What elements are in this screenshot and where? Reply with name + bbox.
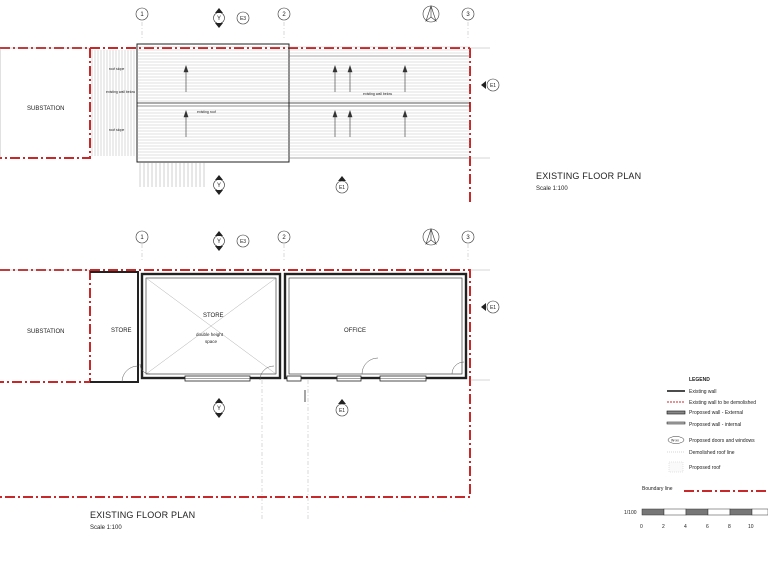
- svg-text:roof slope: roof slope: [109, 128, 125, 132]
- svg-text:8: 8: [728, 524, 731, 530]
- svg-text:space: space: [205, 339, 218, 344]
- section-marker-y-top: [214, 8, 225, 28]
- section-marker-y-mid: [214, 175, 225, 195]
- svg-text:0: 0: [640, 524, 643, 530]
- svg-text:1: 1: [140, 235, 144, 241]
- section-marker-e1-bottom: [336, 399, 348, 416]
- section-marker-e1-mid: [336, 176, 348, 193]
- roof-slope-arrows: [184, 66, 407, 137]
- svg-text:double height: double height: [196, 332, 224, 337]
- svg-text:10: 10: [748, 524, 754, 530]
- svg-text:E1: E1: [489, 83, 497, 89]
- existing-roof-label: existing roof: [197, 110, 216, 114]
- svg-text:6: 6: [706, 524, 709, 530]
- section-marker-e3-top: [237, 12, 249, 24]
- plan-1-scale: Scale 1:100: [536, 186, 568, 192]
- grid-bubble-3-bottom: [462, 231, 474, 243]
- svg-text:4: 4: [684, 524, 687, 530]
- svg-text:2: 2: [282, 235, 286, 241]
- plan-2-scale: Scale 1:100: [90, 525, 122, 531]
- section-marker-e3-bottom: [237, 235, 249, 247]
- section-marker-y-bottom: [214, 398, 225, 418]
- svg-text:existing wall below: existing wall below: [106, 90, 135, 94]
- svg-text:E3: E3: [239, 239, 247, 245]
- svg-text:3: 3: [466, 235, 470, 241]
- scale-bar: [624, 509, 768, 530]
- svg-text:Proposed wall - internal: Proposed wall - internal: [689, 422, 742, 428]
- svg-text:Proposed roof: Proposed roof: [689, 465, 721, 471]
- grid-bubble-2-bottom: [278, 231, 290, 243]
- svg-text:E1: E1: [338, 408, 346, 414]
- north-arrow-icon-bottom: [423, 229, 439, 245]
- svg-text:3: 3: [466, 12, 470, 18]
- svg-text:1: 1: [140, 12, 144, 18]
- boundary-line-label: Boundary line: [642, 486, 673, 492]
- section-marker-e1-right-bottom: [481, 301, 499, 313]
- plan-1-roof: [0, 44, 490, 205]
- grid-bubble-3-top: [462, 8, 474, 20]
- svg-text:E1: E1: [338, 185, 346, 191]
- legend: [642, 377, 768, 492]
- svg-text:2: 2: [282, 12, 286, 18]
- svg-text:W-xx: W-xx: [671, 438, 679, 443]
- svg-text:Y: Y: [216, 16, 222, 22]
- svg-text:roof slope: roof slope: [109, 67, 125, 71]
- svg-text:existing wall below: existing wall below: [363, 92, 392, 96]
- scale-ratio: 1/100: [624, 510, 637, 516]
- plan-1-title: EXISTING FLOOR PLAN: [536, 171, 642, 181]
- svg-text:Y: Y: [216, 406, 222, 412]
- section-marker-e1-right-top: [481, 79, 499, 91]
- svg-text:Proposed doors and windows: Proposed doors and windows: [689, 438, 755, 444]
- svg-text:Existing wall: Existing wall: [689, 389, 717, 395]
- svg-text:E3: E3: [239, 16, 247, 22]
- north-arrow-icon: [423, 6, 439, 22]
- plan-2-floor: [0, 270, 490, 497]
- section-marker-y-bottom-top: [214, 231, 225, 251]
- svg-text:Y: Y: [216, 183, 222, 189]
- grid-bubble-1-top: [136, 8, 148, 20]
- svg-text:Demolished roof line: Demolished roof line: [689, 450, 735, 456]
- grid-bubble-1-bottom: [136, 231, 148, 243]
- office-label: OFFICE: [344, 328, 366, 334]
- store-small-label: STORE: [111, 328, 132, 334]
- svg-text:E1: E1: [489, 305, 497, 311]
- grid-bubble-2-top: [278, 8, 290, 20]
- substation-label-top: SUBSTATION: [27, 106, 65, 112]
- svg-text:Y: Y: [216, 239, 222, 245]
- plan-2-title: EXISTING FLOOR PLAN: [90, 510, 196, 520]
- substation-label-bottom: SUBSTATION: [27, 329, 65, 335]
- store-large-label: STORE: [203, 313, 224, 319]
- svg-text:2: 2: [662, 524, 665, 530]
- legend-title: LEGEND: [689, 377, 710, 383]
- svg-text:Proposed wall - External: Proposed wall - External: [689, 410, 744, 416]
- svg-text:Existing wall to be demolished: Existing wall to be demolished: [689, 400, 756, 406]
